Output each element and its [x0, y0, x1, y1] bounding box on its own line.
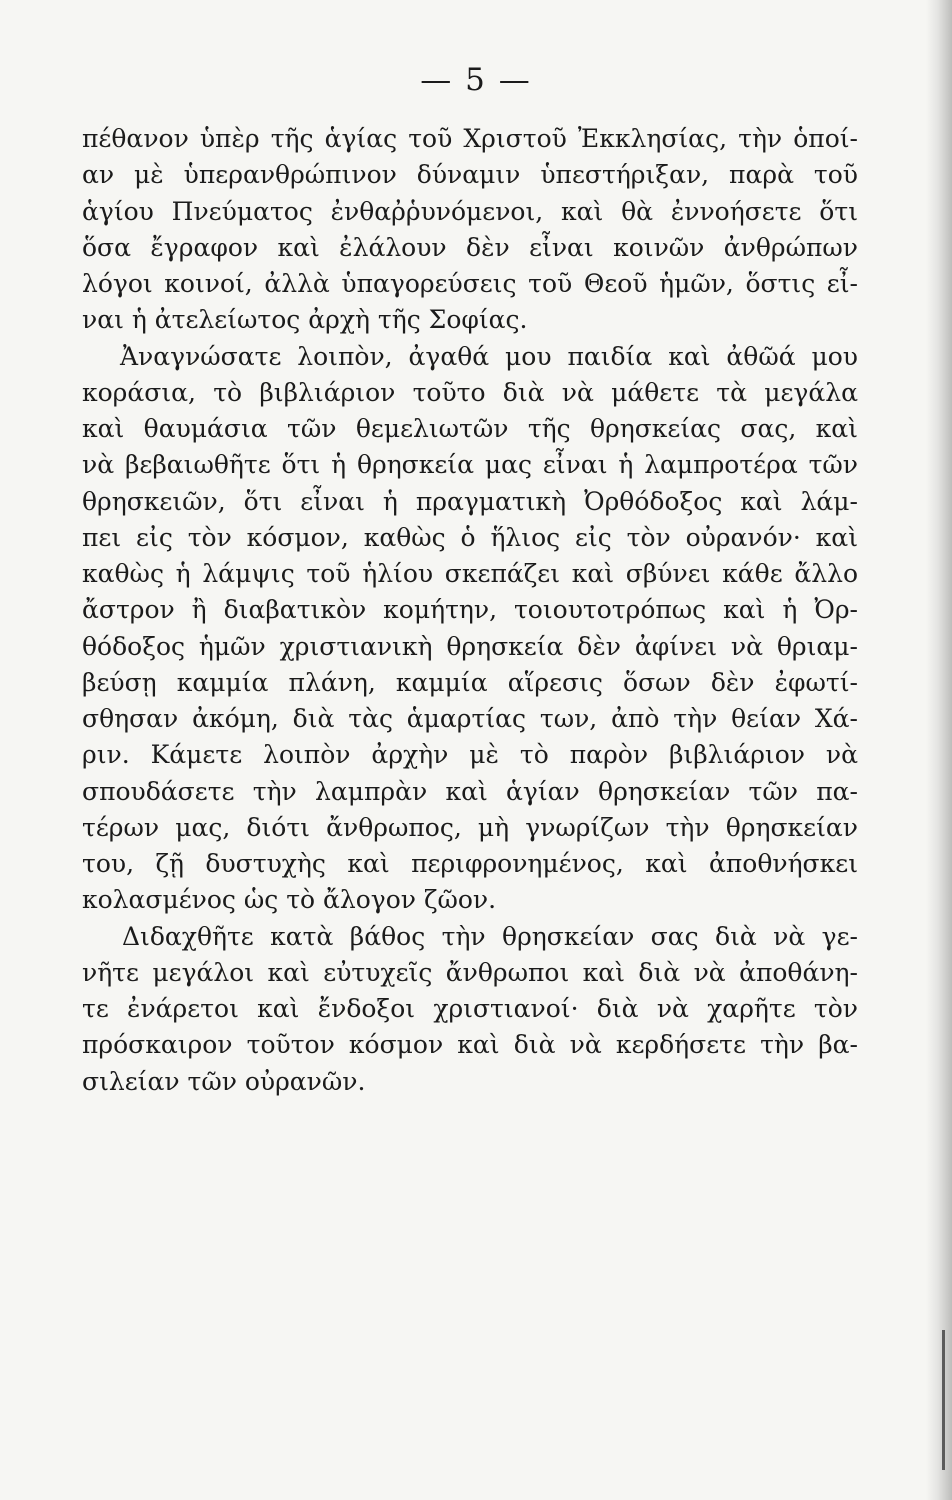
text-line: πει εἰς τὸν κόσμον, καθὼς ὁ ἥλιος εἰς τὸν οὐρανόν· καὶ: [82, 522, 858, 552]
text-line: θόδοξος ἡμῶν χριστιανικὴ θρησκεία δὲν ἀφίνει νὰ θριαμ-: [82, 631, 858, 661]
text-line: καθὼς ἡ λάμψις τοῦ ἡλίου σκεπάζει καὶ σβύνει κάθε ἄλλο: [82, 559, 858, 588]
text-line-paragraph-end: ναι ἡ ἀτελείωτος ἀρχὴ τῆς Σοφίας.: [82, 305, 528, 335]
text-line: κοράσια, τὸ βιβλιάριον τοῦτο διὰ νὰ μάθετε τὰ μεγάλα: [82, 377, 858, 407]
text-line: λόγοι κοινοί, ἀλλὰ ὑπαγορεύσεις τοῦ Θεοῦ ἡμῶν, ὅστις εἶ-: [82, 269, 858, 298]
text-line-paragraph-start: Διδαχθῆτε κατὰ βάθος τὴν θρησκείαν σας διὰ νὰ γε-: [122, 921, 858, 951]
text-line-paragraph-start: Ἀναγνώσατε λοιπὸν, ἀγαθά μου παιδία καὶ ἀθῶά μου: [120, 341, 858, 371]
text-line: τέρων μας, διότι ἄνθρωπος, μὴ γνωρίζων τὴν θρησκείαν: [82, 812, 858, 842]
page-number: — 5 —: [420, 62, 532, 98]
text-line: πέθανον ὑπὲρ τῆς ἁγίας τοῦ Χριστοῦ Ἐκκλησίας, τὴν ὁποί-: [82, 124, 858, 153]
text-line-paragraph-end: σιλείαν τῶν οὐρανῶν.: [82, 1066, 366, 1096]
text-line: αν μὲ ὑπερανθρώπινον δύναμιν ὑπεστήριξαν, παρὰ τοῦ: [82, 160, 858, 190]
text-line: τε ἐνάρετοι καὶ ἔνδοξοι χριστιανοί· διὰ νὰ χαρῆτε τὸν: [82, 994, 858, 1023]
body-text: [82, 121, 858, 1100]
text-line: σπουδάσετε τὴν λαμπρὰν καὶ ἁγίαν θρησκείαν τῶν πα-: [82, 776, 858, 806]
text-line: ἁγίου Πνεύματος ἐνθαῤῥυνόμενοι, καὶ θὰ ἐννοήσετε ὅτι: [82, 196, 858, 226]
text-line: βεύσῃ καμμία πλάνη, καμμία αἵρεσις ὅσων δὲν ἐφωτί-: [82, 667, 858, 697]
text-line: πρόσκαιρον τοῦτον κόσμον καὶ διὰ νὰ κερδήσετε τὴν βα-: [82, 1030, 858, 1060]
text-line: θρησκειῶν, ὅτι εἶναι ἡ πραγματικὴ Ὀρθόδοξος καὶ λάμ-: [82, 486, 858, 516]
text-line: καὶ θαυμάσια τῶν θεμελιωτῶν τῆς θρησκείας σας, καὶ: [82, 414, 858, 443]
text-line: σθησαν ἀκόμη, διὰ τὰς ἁμαρτίας των, ἀπὸ τὴν θείαν Χά-: [82, 704, 858, 733]
text-line-paragraph-end: κολασμένος ὡς τὸ ἄλογον ζῶον.: [82, 885, 497, 915]
text-line: ὅσα ἔγραφον καὶ ἐλάλουν δὲν εἶναι κοινῶν ἀνθρώπων: [82, 232, 858, 262]
text-line: νῆτε μεγάλοι καὶ εὐτυχεῖς ἄνθρωποι καὶ διὰ νὰ ἀποθάνη-: [82, 957, 858, 987]
text-line: ριν. Κάμετε λοιπὸν ἀρχὴν μὲ τὸ παρὸν βιβλιάριον νὰ: [82, 740, 858, 770]
text-line: του, ζῇ δυστυχὴς καὶ περιφρονημένος, καὶ ἀποθνήσκει: [82, 849, 858, 878]
page-edge-shadow: [926, 0, 952, 1500]
text-line: ἄστρον ἢ διαβατικὸν κομήτην, τοιουτοτρόπως καὶ ἡ Ὀρ-: [82, 595, 858, 625]
text-line: νὰ βεβαιωθῆτε ὅτι ἡ θρησκεία μας εἶναι ἡ λαμπροτέρα τῶν: [82, 450, 858, 480]
